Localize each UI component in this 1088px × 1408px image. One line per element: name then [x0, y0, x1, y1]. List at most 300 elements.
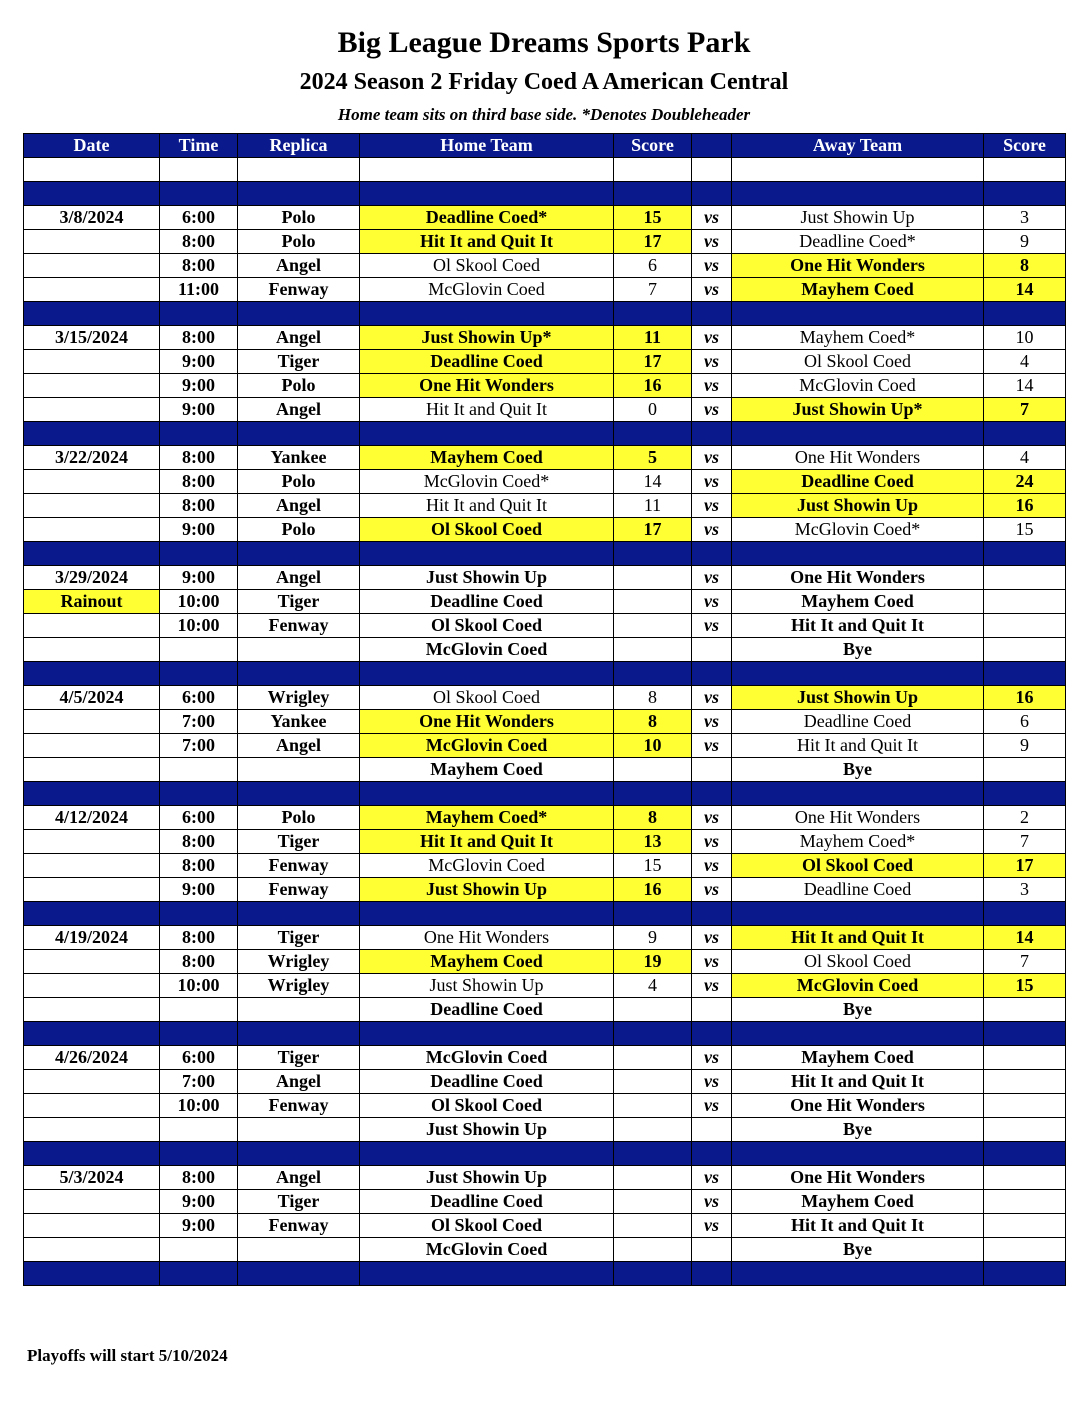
separator-cell: [692, 422, 732, 446]
time-cell: [160, 1118, 238, 1142]
away-team-cell: Mayhem Coed: [732, 1046, 984, 1070]
col-header-vs: [692, 134, 732, 158]
home-team-cell: Deadline Coed*: [360, 206, 614, 230]
separator-cell: [24, 182, 160, 206]
home-score-cell: 10: [614, 734, 692, 758]
replica-cell: Tiger: [238, 830, 360, 854]
game-row: [24, 1190, 1066, 1214]
home-team-cell: Mayhem Coed*: [360, 806, 614, 830]
vs-cell: vs: [692, 566, 732, 590]
away-score-cell: 16: [984, 494, 1066, 518]
home-team-cell: McGlovin Coed: [360, 1238, 614, 1262]
col-header-time: Time: [160, 134, 238, 158]
vs-cell: vs: [692, 854, 732, 878]
separator-cell: [160, 902, 238, 926]
time-cell: 8:00: [160, 926, 238, 950]
vs-cell: vs: [692, 974, 732, 998]
time-cell: 9:00: [160, 398, 238, 422]
separator-cell: [984, 1262, 1066, 1286]
time-cell: [160, 758, 238, 782]
separator-cell: [360, 1142, 614, 1166]
away-team-cell: Bye: [732, 638, 984, 662]
replica-cell: Polo: [238, 206, 360, 230]
away-score-cell: [984, 638, 1066, 662]
away-team-cell: Bye: [732, 1118, 984, 1142]
away-score-cell: 4: [984, 350, 1066, 374]
date-cell: [24, 1190, 160, 1214]
empty-cell: [984, 158, 1066, 182]
away-team-cell: McGlovin Coed*: [732, 518, 984, 542]
separator-cell: [24, 782, 160, 806]
game-row: [24, 1070, 1066, 1094]
game-row: [24, 518, 1066, 542]
away-score-cell: [984, 1094, 1066, 1118]
replica-cell: Tiger: [238, 350, 360, 374]
separator-cell: [24, 902, 160, 926]
vs-cell: vs: [692, 734, 732, 758]
header-row: [24, 134, 1066, 158]
away-team-cell: Just Showin Up: [732, 206, 984, 230]
home-team-cell: Just Showin Up: [360, 1118, 614, 1142]
time-cell: 8:00: [160, 446, 238, 470]
time-cell: 9:00: [160, 878, 238, 902]
date-cell: [24, 638, 160, 662]
vs-cell: vs: [692, 1046, 732, 1070]
vs-cell: vs: [692, 806, 732, 830]
separator-cell: [732, 1262, 984, 1286]
home-score-cell: 8: [614, 710, 692, 734]
separator-cell: [984, 302, 1066, 326]
home-team-cell: Deadline Coed: [360, 998, 614, 1022]
separator-cell: [614, 1262, 692, 1286]
game-row: [24, 566, 1066, 590]
home-team-cell: McGlovin Coed: [360, 734, 614, 758]
away-team-cell: McGlovin Coed: [732, 374, 984, 398]
home-score-cell: [614, 1118, 692, 1142]
home-score-cell: 14: [614, 470, 692, 494]
home-score-cell: 15: [614, 854, 692, 878]
game-row: [24, 398, 1066, 422]
separator-cell: [984, 422, 1066, 446]
replica-cell: Angel: [238, 1070, 360, 1094]
separator-cell: [238, 782, 360, 806]
separator-cell: [160, 182, 238, 206]
replica-cell: Fenway: [238, 614, 360, 638]
home-team-cell: Ol Skool Coed: [360, 1094, 614, 1118]
separator-cell: [732, 302, 984, 326]
away-team-cell: Just Showin Up: [732, 494, 984, 518]
date-cell: [24, 758, 160, 782]
game-row: [24, 254, 1066, 278]
away-team-cell: Ol Skool Coed: [732, 350, 984, 374]
away-team-cell: Bye: [732, 758, 984, 782]
date-cell: [24, 494, 160, 518]
separator-cell: [360, 1022, 614, 1046]
game-row: [24, 878, 1066, 902]
vs-cell: vs: [692, 686, 732, 710]
separator-cell: [614, 662, 692, 686]
separator-cell: [24, 1262, 160, 1286]
replica-cell: Fenway: [238, 1214, 360, 1238]
date-cell: [24, 1118, 160, 1142]
separator-cell: [614, 902, 692, 926]
vs-cell: vs: [692, 470, 732, 494]
game-row: [24, 350, 1066, 374]
col-header-away-score: Score: [984, 134, 1066, 158]
game-row: [24, 614, 1066, 638]
home-team-cell: Just Showin Up: [360, 566, 614, 590]
col-header-home-team: Home Team: [360, 134, 614, 158]
vs-cell: vs: [692, 1190, 732, 1214]
separator-cell: [984, 782, 1066, 806]
home-score-cell: [614, 1214, 692, 1238]
game-row: [24, 1094, 1066, 1118]
date-cell: [24, 830, 160, 854]
date-cell: 3/8/2024: [24, 206, 160, 230]
separator-cell: [238, 1262, 360, 1286]
vs-cell: [692, 1238, 732, 1262]
away-team-cell: Just Showin Up: [732, 686, 984, 710]
replica-cell: Polo: [238, 470, 360, 494]
time-cell: 8:00: [160, 470, 238, 494]
game-row: [24, 1046, 1066, 1070]
home-score-cell: [614, 1238, 692, 1262]
away-score-cell: [984, 998, 1066, 1022]
empty-cell: [238, 158, 360, 182]
date-cell: [24, 518, 160, 542]
separator-cell: [692, 182, 732, 206]
time-cell: 8:00: [160, 830, 238, 854]
week-separator: [24, 902, 1066, 926]
game-row: [24, 374, 1066, 398]
game-row: [24, 806, 1066, 830]
time-cell: 8:00: [160, 494, 238, 518]
separator-cell: [360, 422, 614, 446]
page-title: Big League Dreams Sports Park: [337, 26, 751, 59]
away-team-cell: Mayhem Coed: [732, 278, 984, 302]
date-cell: [24, 278, 160, 302]
separator-cell: [360, 782, 614, 806]
date-cell: [24, 470, 160, 494]
replica-cell: [238, 1118, 360, 1142]
game-row: [24, 1166, 1066, 1190]
home-score-cell: 5: [614, 446, 692, 470]
vs-cell: vs: [692, 446, 732, 470]
separator-cell: [614, 1142, 692, 1166]
away-score-cell: 14: [984, 278, 1066, 302]
separator-cell: [360, 902, 614, 926]
separator-cell: [614, 302, 692, 326]
game-row: [24, 1214, 1066, 1238]
home-team-cell: Just Showin Up: [360, 1166, 614, 1190]
home-score-cell: [614, 1166, 692, 1190]
home-score-cell: 11: [614, 494, 692, 518]
time-cell: 8:00: [160, 326, 238, 350]
away-score-cell: 7: [984, 398, 1066, 422]
home-team-cell: Ol Skool Coed: [360, 254, 614, 278]
home-score-cell: 11: [614, 326, 692, 350]
week-separator: [24, 1262, 1066, 1286]
date-cell: [24, 398, 160, 422]
game-row: [24, 854, 1066, 878]
separator-cell: [24, 302, 160, 326]
away-team-cell: One Hit Wonders: [732, 1166, 984, 1190]
separator-cell: [984, 542, 1066, 566]
date-cell: [24, 614, 160, 638]
away-team-cell: Mayhem Coed*: [732, 326, 984, 350]
time-cell: 6:00: [160, 806, 238, 830]
away-team-cell: Ol Skool Coed: [732, 854, 984, 878]
home-score-cell: [614, 614, 692, 638]
separator-cell: [160, 782, 238, 806]
separator-cell: [732, 782, 984, 806]
vs-cell: vs: [692, 878, 732, 902]
separator-cell: [732, 1022, 984, 1046]
week-separator: [24, 542, 1066, 566]
time-cell: 8:00: [160, 950, 238, 974]
time-cell: 9:00: [160, 1214, 238, 1238]
date-cell: Rainout: [24, 590, 160, 614]
separator-cell: [238, 1142, 360, 1166]
empty-cell: [692, 158, 732, 182]
date-cell: [24, 1094, 160, 1118]
date-cell: [24, 254, 160, 278]
vs-cell: vs: [692, 374, 732, 398]
game-row: [24, 1238, 1066, 1262]
replica-cell: Fenway: [238, 878, 360, 902]
away-score-cell: [984, 1190, 1066, 1214]
separator-cell: [692, 1022, 732, 1046]
separator-cell: [732, 422, 984, 446]
time-cell: 8:00: [160, 1166, 238, 1190]
week-separator: [24, 1022, 1066, 1046]
separator-cell: [238, 1022, 360, 1046]
date-cell: [24, 974, 160, 998]
time-cell: 9:00: [160, 350, 238, 374]
home-score-cell: 16: [614, 374, 692, 398]
vs-cell: vs: [692, 950, 732, 974]
separator-cell: [160, 422, 238, 446]
empty-cell: [24, 158, 160, 182]
home-team-cell: Deadline Coed: [360, 350, 614, 374]
away-score-cell: [984, 566, 1066, 590]
col-header-away-team: Away Team: [732, 134, 984, 158]
home-team-cell: Ol Skool Coed: [360, 614, 614, 638]
date-cell: [24, 1238, 160, 1262]
time-cell: 11:00: [160, 278, 238, 302]
separator-cell: [360, 182, 614, 206]
separator-cell: [692, 782, 732, 806]
replica-cell: Wrigley: [238, 974, 360, 998]
vs-cell: vs: [692, 206, 732, 230]
away-score-cell: 9: [984, 734, 1066, 758]
separator-cell: [984, 662, 1066, 686]
home-score-cell: 17: [614, 518, 692, 542]
week-separator: [24, 182, 1066, 206]
separator-cell: [160, 302, 238, 326]
replica-cell: Yankee: [238, 710, 360, 734]
game-row: [24, 446, 1066, 470]
separator-cell: [238, 662, 360, 686]
vs-cell: vs: [692, 1214, 732, 1238]
replica-cell: Polo: [238, 806, 360, 830]
home-score-cell: 17: [614, 350, 692, 374]
separator-cell: [238, 302, 360, 326]
time-cell: 6:00: [160, 206, 238, 230]
date-cell: [24, 374, 160, 398]
vs-cell: vs: [692, 254, 732, 278]
home-score-cell: 17: [614, 230, 692, 254]
replica-cell: Fenway: [238, 1094, 360, 1118]
away-team-cell: Deadline Coed: [732, 710, 984, 734]
replica-cell: Angel: [238, 398, 360, 422]
replica-cell: [238, 1238, 360, 1262]
home-score-cell: 13: [614, 830, 692, 854]
time-cell: 9:00: [160, 374, 238, 398]
week-separator: [24, 662, 1066, 686]
separator-cell: [24, 542, 160, 566]
away-score-cell: 16: [984, 686, 1066, 710]
game-row: [24, 494, 1066, 518]
vs-cell: [692, 1118, 732, 1142]
away-team-cell: Bye: [732, 998, 984, 1022]
separator-cell: [732, 182, 984, 206]
time-cell: 8:00: [160, 230, 238, 254]
away-score-cell: [984, 1046, 1066, 1070]
schedule-subtitle: 2024 Season 2 Friday Coed A American Central: [299, 69, 789, 95]
time-cell: [160, 998, 238, 1022]
separator-cell: [614, 422, 692, 446]
game-row: [24, 230, 1066, 254]
home-score-cell: 6: [614, 254, 692, 278]
game-row: [24, 974, 1066, 998]
separator-cell: [984, 182, 1066, 206]
replica-cell: Tiger: [238, 926, 360, 950]
schedule-note: Home team sits on third base side. *Denotes Doubleheader: [337, 105, 751, 124]
home-team-cell: Just Showin Up: [360, 974, 614, 998]
replica-cell: Yankee: [238, 446, 360, 470]
game-row: [24, 470, 1066, 494]
away-team-cell: Bye: [732, 1238, 984, 1262]
home-team-cell: Hit It and Quit It: [360, 494, 614, 518]
separator-cell: [692, 1262, 732, 1286]
blank-row: [24, 158, 1066, 182]
game-row: [24, 590, 1066, 614]
home-team-cell: Mayhem Coed: [360, 446, 614, 470]
vs-cell: vs: [692, 278, 732, 302]
replica-cell: Fenway: [238, 854, 360, 878]
week-separator: [24, 782, 1066, 806]
away-team-cell: Hit It and Quit It: [732, 1070, 984, 1094]
separator-cell: [24, 662, 160, 686]
date-cell: 3/15/2024: [24, 326, 160, 350]
home-team-cell: One Hit Wonders: [360, 710, 614, 734]
separator-cell: [360, 662, 614, 686]
separator-cell: [238, 902, 360, 926]
separator-cell: [692, 302, 732, 326]
col-header-home-score: Score: [614, 134, 692, 158]
home-score-cell: [614, 1070, 692, 1094]
week-separator: [24, 1142, 1066, 1166]
playoffs-note: Playoffs will start 5/10/2024: [27, 1346, 228, 1365]
separator-cell: [160, 1142, 238, 1166]
date-cell: [24, 998, 160, 1022]
home-team-cell: Deadline Coed: [360, 590, 614, 614]
date-cell: [24, 1070, 160, 1094]
away-score-cell: [984, 1166, 1066, 1190]
date-cell: [24, 350, 160, 374]
schedule-table: [23, 133, 1066, 1286]
vs-cell: vs: [692, 518, 732, 542]
separator-cell: [614, 782, 692, 806]
separator-cell: [238, 182, 360, 206]
game-row: [24, 710, 1066, 734]
date-cell: [24, 1214, 160, 1238]
away-team-cell: One Hit Wonders: [732, 1094, 984, 1118]
home-score-cell: 8: [614, 686, 692, 710]
separator-cell: [984, 1022, 1066, 1046]
replica-cell: Angel: [238, 326, 360, 350]
game-row: [24, 638, 1066, 662]
game-row: [24, 830, 1066, 854]
date-cell: 4/19/2024: [24, 926, 160, 950]
home-team-cell: McGlovin Coed: [360, 1046, 614, 1070]
away-team-cell: Deadline Coed: [732, 470, 984, 494]
separator-cell: [692, 662, 732, 686]
separator-cell: [238, 422, 360, 446]
away-team-cell: Ol Skool Coed: [732, 950, 984, 974]
home-score-cell: [614, 758, 692, 782]
replica-cell: Angel: [238, 1166, 360, 1190]
away-score-cell: 7: [984, 830, 1066, 854]
home-score-cell: [614, 1190, 692, 1214]
time-cell: 9:00: [160, 566, 238, 590]
date-cell: [24, 878, 160, 902]
home-score-cell: [614, 590, 692, 614]
separator-cell: [614, 1022, 692, 1046]
away-team-cell: Hit It and Quit It: [732, 1214, 984, 1238]
separator-cell: [360, 1262, 614, 1286]
home-team-cell: Hit It and Quit It: [360, 398, 614, 422]
time-cell: 7:00: [160, 710, 238, 734]
date-cell: 4/26/2024: [24, 1046, 160, 1070]
home-score-cell: 8: [614, 806, 692, 830]
replica-cell: Angel: [238, 566, 360, 590]
col-header-date: Date: [24, 134, 160, 158]
away-team-cell: Mayhem Coed: [732, 590, 984, 614]
replica-cell: Angel: [238, 494, 360, 518]
home-score-cell: [614, 1046, 692, 1070]
replica-cell: Fenway: [238, 278, 360, 302]
replica-cell: Polo: [238, 518, 360, 542]
home-score-cell: 16: [614, 878, 692, 902]
separator-cell: [692, 902, 732, 926]
away-score-cell: [984, 1118, 1066, 1142]
date-cell: 5/3/2024: [24, 1166, 160, 1190]
home-team-cell: McGlovin Coed: [360, 854, 614, 878]
away-score-cell: 3: [984, 206, 1066, 230]
separator-cell: [24, 1142, 160, 1166]
away-score-cell: [984, 1070, 1066, 1094]
vs-cell: vs: [692, 830, 732, 854]
schedule-body: [24, 158, 1066, 1286]
away-team-cell: Hit It and Quit It: [732, 734, 984, 758]
time-cell: [160, 638, 238, 662]
game-row: [24, 206, 1066, 230]
replica-cell: Wrigley: [238, 950, 360, 974]
away-score-cell: [984, 614, 1066, 638]
separator-cell: [692, 1142, 732, 1166]
